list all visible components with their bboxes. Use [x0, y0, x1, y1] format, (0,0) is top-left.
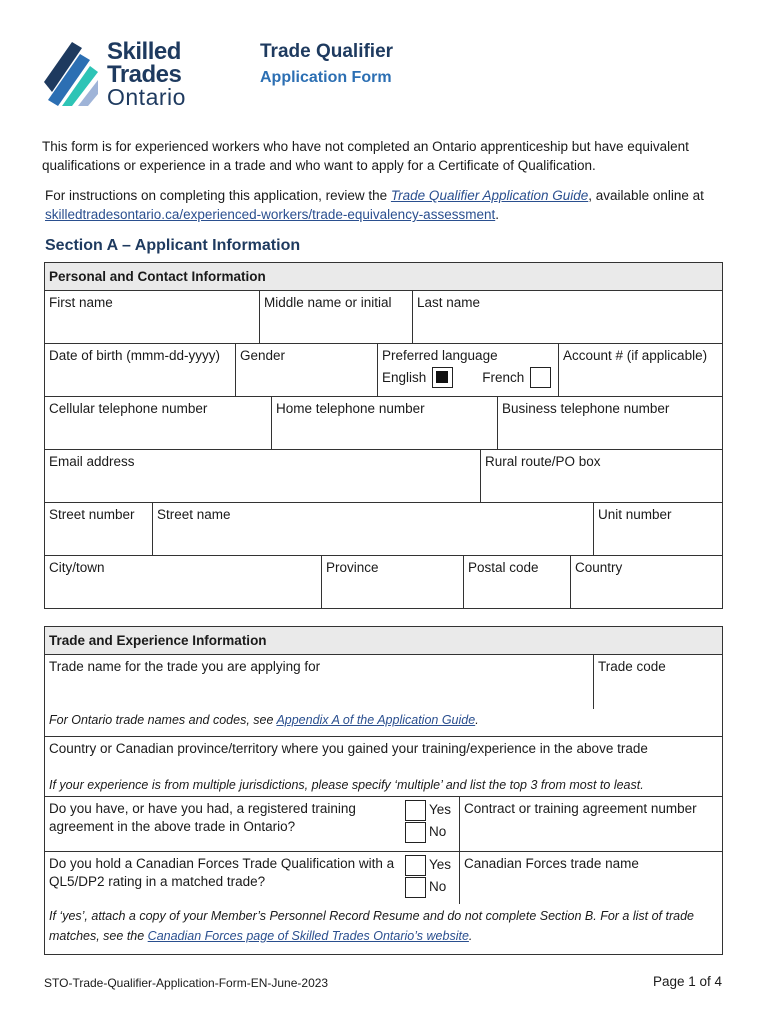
english-label: English [382, 369, 427, 385]
street-number-field[interactable] [45, 503, 153, 555]
forces-trade-name-field[interactable] [460, 852, 722, 904]
middle-name-label: Middle name or initial [264, 295, 392, 310]
section-a-title: Section A – Applicant Information [45, 237, 301, 254]
contract-number-field[interactable] [460, 797, 722, 851]
training-agreement-yes-no [405, 797, 460, 851]
training-yes-checkbox[interactable] [405, 800, 426, 821]
last-name-label: Last name [417, 295, 481, 310]
middle-name-field[interactable] [260, 291, 413, 343]
home-phone-field[interactable] [272, 397, 498, 449]
forces-trade-name-label: Canadian Forces trade name [464, 856, 639, 871]
form-title: Trade Qualifier [260, 41, 394, 62]
forces-no-label: No [429, 879, 447, 894]
forces-yes-label: Yes [429, 857, 452, 872]
email-label: Email address [49, 454, 135, 469]
logo-word-trades: Trades [107, 61, 182, 88]
training-agreement-label: Do you have, or have you had, a registered training agreement in the above trade in Ontario? [49, 801, 356, 834]
preferred-language-label: Preferred language [382, 348, 498, 363]
french-label: French [482, 369, 525, 385]
business-phone-field[interactable] [498, 397, 722, 449]
gender-label: Gender [240, 348, 286, 363]
instructions-text: For instructions on completing this application, review the [45, 188, 391, 203]
canadian-forces-link[interactable]: Canadian Forces page of Skilled Trades Ontario’s website [147, 929, 469, 943]
trade-code-field[interactable] [594, 655, 722, 709]
instructions-paragraph [45, 186, 735, 224]
forces-question-label: Do you hold a Canadian Forces Trade Qualification with a QL5/DP2 rating in a matched trade? [49, 856, 395, 889]
instructions-text-mid: , available online at [588, 188, 704, 203]
form-id: STO-Trade-Qualifier-Application-Form-EN-June-2023 [44, 976, 329, 990]
first-name-label: First name [49, 295, 113, 310]
personal-contact-header: Personal and Contact Information [45, 263, 722, 291]
last-name-field[interactable] [413, 291, 722, 343]
street-name-field[interactable] [153, 503, 594, 555]
page-number: Page 1 of 4 [652, 974, 722, 989]
gender-field[interactable] [236, 344, 378, 396]
appendix-a-link[interactable]: Appendix A of the Application Guide [276, 713, 476, 727]
intro-paragraph: This form is for experienced workers who have not completed an Ontario apprenticeship but have equivalent qualifications or experience in a trade and who want to apply for a Certificate of Qualification. [42, 139, 689, 173]
postal-code-label: Postal code [468, 560, 539, 575]
city-field[interactable] [45, 556, 322, 608]
jurisdiction-label: Country or Canadian province/territory where you gained your training/experience in the above trade [49, 741, 648, 756]
forces-no-checkbox[interactable] [405, 877, 426, 898]
logo-word-skilled: Skilled [107, 38, 181, 65]
trade-name-field[interactable] [45, 655, 594, 709]
trade-experience-table [44, 626, 723, 955]
instructions-text-end: . [495, 207, 499, 222]
form-subtitle: Application Form [260, 69, 392, 86]
jurisdiction-note: If your experience is from multiple jurisdictions, please specify ‘multiple’ and list the top 3 from most to least. [49, 778, 644, 792]
trade-name-label: Trade name for the trade you are applying for [49, 659, 321, 674]
forces-question [45, 852, 405, 904]
training-no-checkbox[interactable] [405, 822, 426, 843]
unit-number-field[interactable] [594, 503, 722, 555]
french-checkbox[interactable] [530, 367, 551, 388]
account-number-label: Account # (if applicable) [563, 348, 708, 363]
forces-note-end: . [468, 929, 473, 943]
training-agreement-question [45, 797, 405, 851]
trade-note-end: . [475, 713, 479, 727]
website-link[interactable]: skilledtradesontario.ca/experienced-workers/trade-equivalency-assessment [45, 207, 496, 222]
english-checkbox[interactable] [432, 367, 453, 388]
cell-phone-field[interactable] [45, 397, 272, 449]
account-number-field[interactable] [559, 344, 722, 396]
cell-phone-label: Cellular telephone number [49, 401, 208, 416]
dob-label: Date of birth (mmm-dd-yyyy) [49, 348, 221, 363]
unit-number-label: Unit number [598, 507, 672, 522]
rural-route-label: Rural route/PO box [485, 454, 601, 469]
preferred-language-group [378, 344, 559, 396]
home-phone-label: Home telephone number [276, 401, 425, 416]
personal-contact-table [44, 262, 723, 609]
forces-yes-no [405, 852, 460, 904]
dob-field[interactable] [45, 344, 236, 396]
first-name-field[interactable] [45, 291, 260, 343]
training-yes-label: Yes [429, 802, 452, 817]
country-field[interactable] [571, 556, 722, 608]
skilled-trades-ontario-logo [44, 40, 204, 110]
logo-stripes-icon [44, 42, 102, 108]
city-label: City/town [49, 560, 105, 575]
postal-code-field[interactable] [464, 556, 571, 608]
trade-note [45, 709, 722, 731]
trade-note-text: For Ontario trade names and codes, see [49, 713, 277, 727]
application-guide-link[interactable]: Trade Qualifier Application Guide [390, 188, 589, 203]
street-number-label: Street number [49, 507, 135, 522]
email-field[interactable] [45, 450, 481, 502]
street-name-label: Street name [157, 507, 231, 522]
country-label: Country [575, 560, 623, 575]
trade-code-label: Trade code [598, 659, 666, 674]
training-no-label: No [429, 824, 447, 839]
forces-yes-checkbox[interactable] [405, 855, 426, 876]
trade-experience-header: Trade and Experience Information [45, 627, 722, 655]
forces-note [45, 904, 722, 948]
province-label: Province [326, 560, 379, 575]
province-field[interactable] [322, 556, 464, 608]
forces-note-text: If ‘yes’, attach a copy of your Member’s Personnel Record Resume and do not complete Section B. For a list of trade matches, see the [49, 909, 694, 943]
rural-route-field[interactable] [481, 450, 722, 502]
jurisdiction-field[interactable] [45, 737, 722, 796]
logo-word-ontario: Ontario [107, 84, 186, 110]
business-phone-label: Business telephone number [502, 401, 670, 416]
contract-number-label: Contract or training agreement number [464, 801, 697, 816]
